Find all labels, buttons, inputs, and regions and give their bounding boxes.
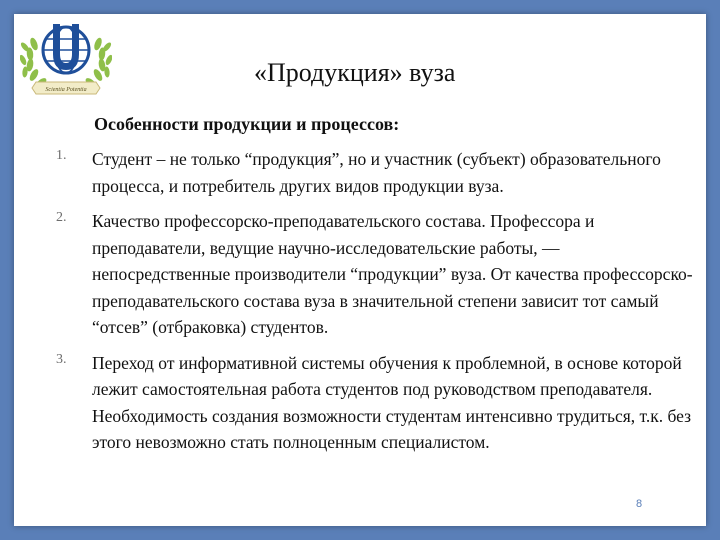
list-item (14, 208, 706, 341)
page-number: 8 (636, 498, 643, 510)
slide (14, 14, 706, 526)
list-item (14, 350, 706, 456)
list-text: Переход от информативной системы обучения к проблемной, в основе которой лежит самостоятельная работа студентов под руководством преподавателя. Необходимость создания возможности студентам интенсивно трудиться, т.к. без этого невозможно стать полноценным специалистом. (92, 352, 692, 452)
list-text: Качество профессорско-преподавательского состава. Профессора и преподаватели, ведущие научно-исследовательские работы, — непосредственные производители “продукции” вуза. От качества профессорско-преподавательского состава вуза в значительной степени зависит тот самый “отсев” (отбраковка) студентов. (92, 211, 693, 337)
slide-subtitle: Особенности продукции и процессов: (94, 114, 400, 134)
numbered-list (14, 146, 706, 465)
university-logo (20, 14, 112, 106)
list-number: 2. (56, 210, 67, 225)
list-number: 3. (56, 351, 67, 367)
list-number: 1. (56, 148, 67, 163)
logo-banner-text: Scientia Potentia (45, 87, 87, 93)
slide-title: «Продукция» вуза (254, 58, 456, 87)
list-text: Студент – не только “продукция”, но и участник (субъект) образовательного процесса, и потребитель других видов продукции вуза. (92, 149, 661, 196)
list-item (14, 146, 706, 199)
